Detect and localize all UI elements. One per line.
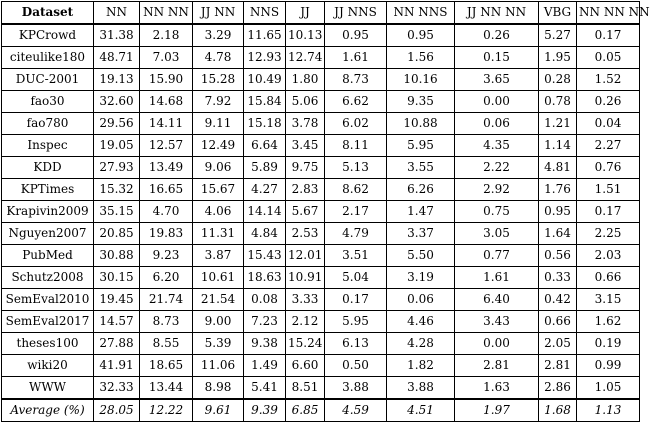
value-cell: 10.16 (387, 69, 455, 91)
value-cell: 2.86 (539, 377, 577, 400)
dataset-name-cell: SemEval2010 (2, 289, 94, 311)
value-cell: 8.55 (140, 333, 193, 355)
value-cell: 10.13 (286, 24, 325, 47)
value-cell: 3.87 (193, 245, 244, 267)
value-cell: 1.64 (539, 223, 577, 245)
dataset-name-cell: wiki20 (2, 355, 94, 377)
header-cell: JJ (286, 2, 325, 25)
value-cell: 15.90 (140, 69, 193, 91)
value-cell: 12.01 (286, 245, 325, 267)
value-cell: 3.65 (455, 69, 539, 91)
value-cell: 0.75 (455, 201, 539, 223)
table-row (2, 333, 640, 355)
value-cell: 19.83 (140, 223, 193, 245)
value-cell: 4.35 (455, 135, 539, 157)
table-body (2, 24, 640, 399)
value-cell: 4.70 (140, 201, 193, 223)
value-cell: 7.03 (140, 47, 193, 69)
value-cell: 6.26 (387, 179, 455, 201)
value-cell: 0.33 (539, 267, 577, 289)
average-cell: 4.51 (387, 399, 455, 422)
value-cell: 32.33 (94, 377, 140, 400)
value-cell: 0.17 (325, 289, 387, 311)
value-cell: 2.81 (539, 355, 577, 377)
header-cell: Dataset (2, 2, 94, 25)
value-cell: 11.65 (244, 24, 286, 47)
value-cell: 21.54 (193, 289, 244, 311)
value-cell: 9.38 (244, 333, 286, 355)
header-cell: JJ NN NN (455, 2, 539, 25)
value-cell: 7.92 (193, 91, 244, 113)
value-cell: 1.21 (539, 113, 577, 135)
value-cell: 2.12 (286, 311, 325, 333)
average-cell: 12.22 (140, 399, 193, 422)
value-cell: 5.39 (193, 333, 244, 355)
average-cell: 4.59 (325, 399, 387, 422)
dataset-name-cell: theses100 (2, 333, 94, 355)
value-cell: 11.06 (193, 355, 244, 377)
value-cell: 29.56 (94, 113, 140, 135)
value-cell: 3.29 (193, 24, 244, 47)
table-row (2, 135, 640, 157)
average-cell: 28.05 (94, 399, 140, 422)
header-cell: NN NN (140, 2, 193, 25)
value-cell: 5.27 (539, 24, 577, 47)
value-cell: 0.15 (455, 47, 539, 69)
value-cell: 0.17 (577, 24, 640, 47)
value-cell: 9.11 (193, 113, 244, 135)
value-cell: 15.67 (193, 179, 244, 201)
value-cell: 21.74 (140, 289, 193, 311)
value-cell: 14.14 (244, 201, 286, 223)
value-cell: 10.91 (286, 267, 325, 289)
value-cell: 5.67 (286, 201, 325, 223)
value-cell: 6.64 (244, 135, 286, 157)
value-cell: 1.80 (286, 69, 325, 91)
header-cell: VBG (539, 2, 577, 25)
value-cell: 12.93 (244, 47, 286, 69)
value-cell: 32.60 (94, 91, 140, 113)
value-cell: 1.82 (387, 355, 455, 377)
table-row (2, 377, 640, 400)
value-cell: 2.81 (455, 355, 539, 377)
average-cell: 6.85 (286, 399, 325, 422)
value-cell: 19.13 (94, 69, 140, 91)
value-cell: 1.61 (455, 267, 539, 289)
value-cell: 13.44 (140, 377, 193, 400)
value-cell: 3.33 (286, 289, 325, 311)
value-cell: 1.76 (539, 179, 577, 201)
value-cell: 6.13 (325, 333, 387, 355)
value-cell: 4.78 (193, 47, 244, 69)
value-cell: 20.85 (94, 223, 140, 245)
dataset-name-cell: Schutz2008 (2, 267, 94, 289)
value-cell: 0.08 (244, 289, 286, 311)
dataset-name-cell: KPCrowd (2, 24, 94, 47)
value-cell: 0.77 (455, 245, 539, 267)
value-cell: 18.63 (244, 267, 286, 289)
value-cell: 0.95 (387, 24, 455, 47)
value-cell: 2.92 (455, 179, 539, 201)
value-cell: 3.37 (387, 223, 455, 245)
value-cell: 7.23 (244, 311, 286, 333)
value-cell: 0.17 (577, 201, 640, 223)
value-cell: 5.04 (325, 267, 387, 289)
value-cell: 6.02 (325, 113, 387, 135)
value-cell: 9.75 (286, 157, 325, 179)
dataset-name-cell: WWW (2, 377, 94, 400)
value-cell: 18.65 (140, 355, 193, 377)
table-row (2, 245, 640, 267)
value-cell: 16.65 (140, 179, 193, 201)
table-row (2, 47, 640, 69)
value-cell: 1.61 (325, 47, 387, 69)
value-cell: 1.14 (539, 135, 577, 157)
value-cell: 5.50 (387, 245, 455, 267)
value-cell: 15.43 (244, 245, 286, 267)
value-cell: 1.56 (387, 47, 455, 69)
value-cell: 4.06 (193, 201, 244, 223)
dataset-name-cell: fao30 (2, 91, 94, 113)
dataset-name-cell: KPTimes (2, 179, 94, 201)
value-cell: 6.20 (140, 267, 193, 289)
dataset-name-cell: SemEval2017 (2, 311, 94, 333)
value-cell: 3.55 (387, 157, 455, 179)
value-cell: 8.62 (325, 179, 387, 201)
value-cell: 1.95 (539, 47, 577, 69)
value-cell: 3.88 (387, 377, 455, 400)
value-cell: 1.05 (577, 377, 640, 400)
value-cell: 0.95 (325, 24, 387, 47)
dataset-name-cell: KDD (2, 157, 94, 179)
pos-pattern-table (1, 1, 650, 422)
value-cell: 0.78 (539, 91, 577, 113)
value-cell: 14.68 (140, 91, 193, 113)
value-cell: 12.57 (140, 135, 193, 157)
value-cell: 48.71 (94, 47, 140, 69)
value-cell: 27.93 (94, 157, 140, 179)
value-cell: 2.03 (577, 245, 640, 267)
average-cell: 1.97 (455, 399, 539, 422)
value-cell: 2.18 (140, 24, 193, 47)
value-cell: 2.05 (539, 333, 577, 355)
table-row (2, 91, 640, 113)
dataset-name-cell: PubMed (2, 245, 94, 267)
value-cell: 15.24 (286, 333, 325, 355)
table-row (2, 24, 640, 47)
value-cell: 3.05 (455, 223, 539, 245)
value-cell: 5.89 (244, 157, 286, 179)
value-cell: 4.28 (387, 333, 455, 355)
average-cell: 1.68 (539, 399, 577, 422)
value-cell: 10.61 (193, 267, 244, 289)
value-cell: 8.51 (286, 377, 325, 400)
value-cell: 0.66 (539, 311, 577, 333)
value-cell: 15.28 (193, 69, 244, 91)
value-cell: 4.79 (325, 223, 387, 245)
header-cell: JJ NNS (325, 2, 387, 25)
value-cell: 1.49 (244, 355, 286, 377)
value-cell: 27.88 (94, 333, 140, 355)
average-cell: 9.39 (244, 399, 286, 422)
value-cell: 2.17 (325, 201, 387, 223)
value-cell: 0.95 (539, 201, 577, 223)
value-cell: 4.81 (539, 157, 577, 179)
value-cell: 12.49 (193, 135, 244, 157)
value-cell: 8.73 (325, 69, 387, 91)
value-cell: 15.84 (244, 91, 286, 113)
header-cell: NN NN NN (577, 2, 640, 25)
value-cell: 9.23 (140, 245, 193, 267)
table-row (2, 179, 640, 201)
value-cell: 30.15 (94, 267, 140, 289)
table-row (2, 311, 640, 333)
value-cell: 2.25 (577, 223, 640, 245)
dataset-name-cell: citeulike180 (2, 47, 94, 69)
value-cell: 3.51 (325, 245, 387, 267)
value-cell: 35.15 (94, 201, 140, 223)
value-cell: 0.28 (539, 69, 577, 91)
value-cell: 6.60 (286, 355, 325, 377)
table-row (2, 69, 640, 91)
value-cell: 0.19 (577, 333, 640, 355)
value-cell: 14.11 (140, 113, 193, 135)
header-cell: JJ NN (193, 2, 244, 25)
table-row (2, 201, 640, 223)
dataset-name-cell: Krapivin2009 (2, 201, 94, 223)
value-cell: 3.88 (325, 377, 387, 400)
value-cell: 0.66 (577, 267, 640, 289)
average-cell: 1.13 (577, 399, 640, 422)
table-row (2, 289, 640, 311)
value-cell: 0.99 (577, 355, 640, 377)
dataset-name-cell: fao780 (2, 113, 94, 135)
value-cell: 0.76 (577, 157, 640, 179)
value-cell: 10.88 (387, 113, 455, 135)
value-cell: 6.40 (455, 289, 539, 311)
value-cell: 1.47 (387, 201, 455, 223)
average-cell: 9.61 (193, 399, 244, 422)
value-cell: 3.43 (455, 311, 539, 333)
value-cell: 5.95 (325, 311, 387, 333)
value-cell: 4.46 (387, 311, 455, 333)
value-cell: 0.56 (539, 245, 577, 267)
value-cell: 5.06 (286, 91, 325, 113)
value-cell: 3.19 (387, 267, 455, 289)
average-row (2, 399, 640, 422)
value-cell: 5.13 (325, 157, 387, 179)
value-cell: 41.91 (94, 355, 140, 377)
value-cell: 31.38 (94, 24, 140, 47)
value-cell: 9.35 (387, 91, 455, 113)
value-cell: 10.49 (244, 69, 286, 91)
value-cell: 0.04 (577, 113, 640, 135)
value-cell: 0.00 (455, 333, 539, 355)
value-cell: 0.26 (577, 91, 640, 113)
dataset-name-cell: Inspec (2, 135, 94, 157)
value-cell: 0.00 (455, 91, 539, 113)
value-cell: 0.06 (387, 289, 455, 311)
value-cell: 0.26 (455, 24, 539, 47)
value-cell: 1.52 (577, 69, 640, 91)
value-cell: 3.15 (577, 289, 640, 311)
value-cell: 1.63 (455, 377, 539, 400)
value-cell: 2.27 (577, 135, 640, 157)
dataset-name-cell: DUC-2001 (2, 69, 94, 91)
value-cell: 2.83 (286, 179, 325, 201)
value-cell: 19.45 (94, 289, 140, 311)
value-cell: 1.62 (577, 311, 640, 333)
value-cell: 15.18 (244, 113, 286, 135)
value-cell: 11.31 (193, 223, 244, 245)
value-cell: 4.84 (244, 223, 286, 245)
value-cell: 9.00 (193, 311, 244, 333)
value-cell: 0.05 (577, 47, 640, 69)
table-row (2, 267, 640, 289)
value-cell: 6.62 (325, 91, 387, 113)
header-cell: NNS (244, 2, 286, 25)
value-cell: 13.49 (140, 157, 193, 179)
value-cell: 3.45 (286, 135, 325, 157)
value-cell: 0.42 (539, 289, 577, 311)
table-row (2, 157, 640, 179)
value-cell: 30.88 (94, 245, 140, 267)
value-cell: 14.57 (94, 311, 140, 333)
header-row (2, 2, 640, 25)
header-cell: NN (94, 2, 140, 25)
header-cell: NN NNS (387, 2, 455, 25)
value-cell: 1.51 (577, 179, 640, 201)
value-cell: 8.98 (193, 377, 244, 400)
value-cell: 5.95 (387, 135, 455, 157)
value-cell: 5.41 (244, 377, 286, 400)
value-cell: 15.32 (94, 179, 140, 201)
value-cell: 2.53 (286, 223, 325, 245)
value-cell: 2.22 (455, 157, 539, 179)
value-cell: 12.74 (286, 47, 325, 69)
value-cell: 4.27 (244, 179, 286, 201)
table-row (2, 355, 640, 377)
value-cell: 3.78 (286, 113, 325, 135)
table-row (2, 223, 640, 245)
value-cell: 8.11 (325, 135, 387, 157)
value-cell: 8.73 (140, 311, 193, 333)
value-cell: 0.50 (325, 355, 387, 377)
value-cell: 19.05 (94, 135, 140, 157)
dataset-name-cell: Nguyen2007 (2, 223, 94, 245)
table-row (2, 113, 640, 135)
value-cell: 9.06 (193, 157, 244, 179)
average-label: Average (%) (2, 399, 94, 422)
value-cell: 0.06 (455, 113, 539, 135)
